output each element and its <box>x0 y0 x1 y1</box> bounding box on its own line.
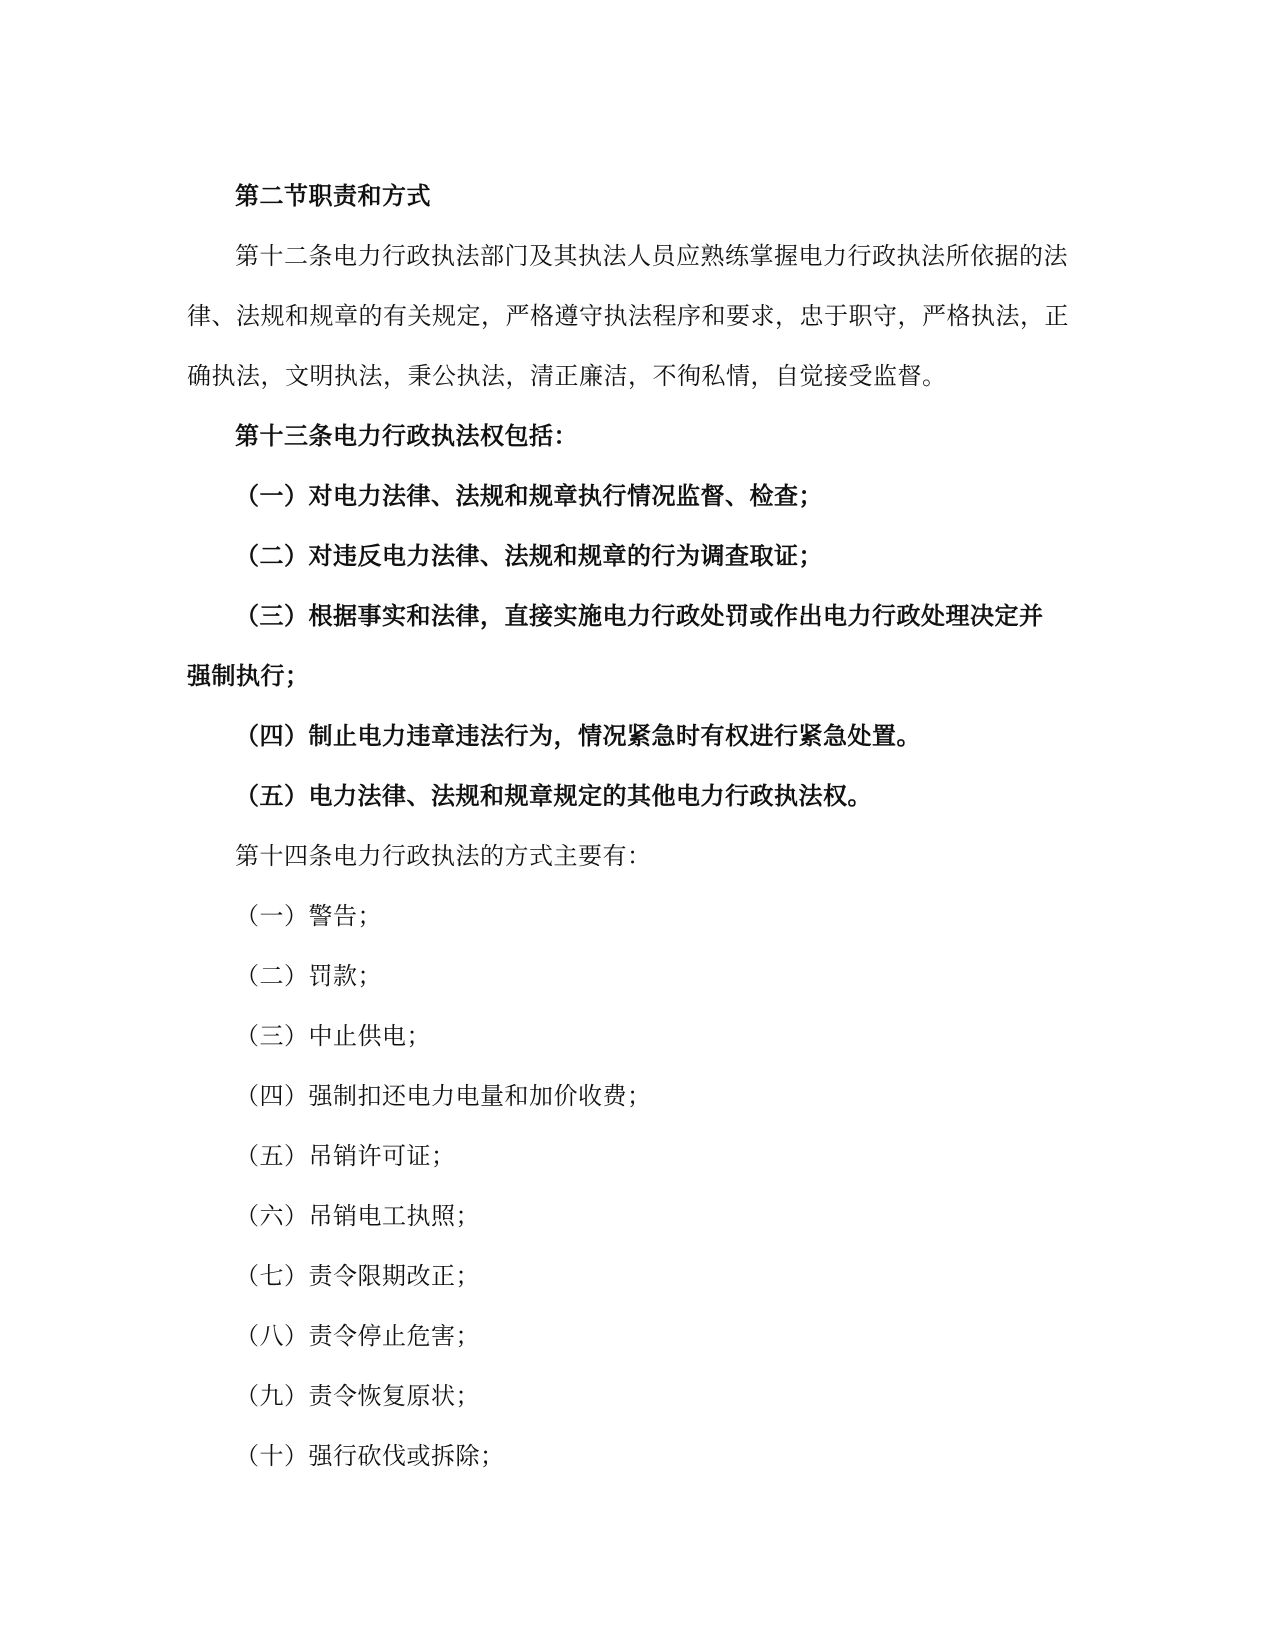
article-14-item-1: （一）警告； <box>235 902 382 930</box>
article-12-line-3: 确执法，文明执法，秉公执法，清正廉洁，不徇私情，自觉接受监督。 <box>187 362 947 390</box>
article-14-item-4: （四）强制扣还电力电量和加价收费； <box>235 1082 652 1110</box>
article-12-line-2: 律、法规和规章的有关规定，严格遵守执法程序和要求，忠于职守，严格执法，正 <box>187 302 1069 330</box>
article-14-item-10: （十）强行砍伐或拆除； <box>235 1442 505 1470</box>
article-13-item-5: （五）电力法律、法规和规章规定的其他电力行政执法权。 <box>235 781 872 810</box>
article-14-item-2: （二）罚款； <box>235 962 382 990</box>
article-13-item-3-continued: 强制执行； <box>187 661 310 690</box>
article-14-heading: 第十四条电力行政执法的方式主要有： <box>235 842 652 870</box>
article-14-item-6: （六）吊销电工执照； <box>235 1202 480 1230</box>
article-13-item-3: （三）根据事实和法律，直接实施电力行政处罚或作出电力行政处理决定并 <box>235 601 1044 630</box>
article-14-item-3: （三）中止供电； <box>235 1022 431 1050</box>
article-13-item-2: （二）对违反电力法律、法规和规章的行为调查取证； <box>235 541 823 570</box>
article-14-item-5: （五）吊销许可证； <box>235 1142 456 1170</box>
article-13-item-1: （一）对电力法律、法规和规章执行情况监督、检查； <box>235 481 823 510</box>
article-12-line-1: 第十二条电力行政执法部门及其执法人员应熟练掌握电力行政执法所依据的法 <box>235 242 1068 270</box>
article-14-item-7: （七）责令限期改正； <box>235 1262 480 1290</box>
article-14-item-9: （九）责令恢复原状； <box>235 1382 480 1410</box>
article-13-item-4: （四）制止电力违章违法行为，情况紧急时有权进行紧急处置。 <box>235 721 921 750</box>
document-body <box>187 166 1087 1486</box>
article-13-heading: 第十三条电力行政执法权包括： <box>235 421 578 450</box>
section-title: 第二节职责和方式 <box>235 181 431 210</box>
article-14-item-8: （八）责令停止危害； <box>235 1322 480 1350</box>
